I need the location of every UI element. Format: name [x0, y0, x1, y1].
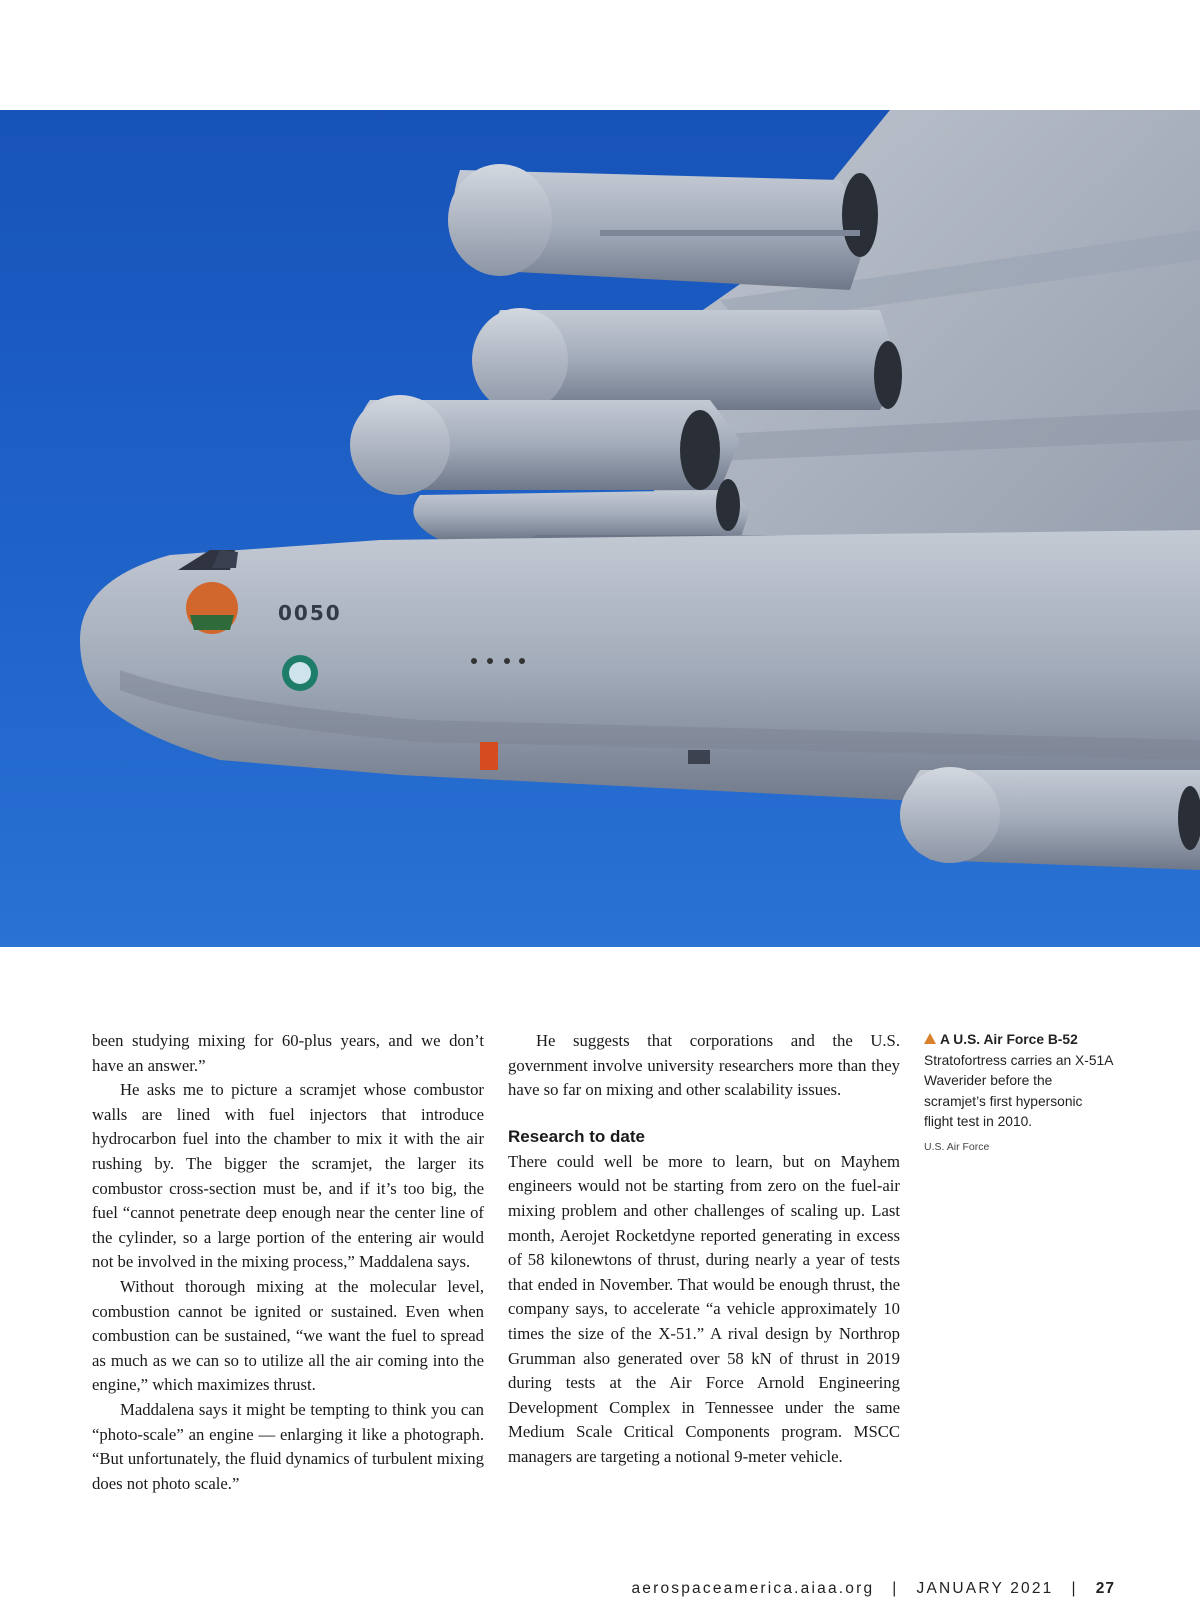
paragraph: Without thorough mixing at the molecular level, combustion cannot be ignited or sustained. Even when combustion can be sustained, “we want the fuel to spread as much as we can so to utilize all the air coming into the engine,” which maximizes thrust.	[92, 1276, 484, 1395]
column-left	[92, 1029, 484, 1496]
fuselage	[80, 530, 1200, 810]
column-middle	[508, 1029, 900, 1470]
footer-separator: |	[1071, 1580, 1078, 1597]
page-footer	[631, 1580, 1115, 1598]
lower-engine-pod	[900, 767, 1200, 870]
footer-separator: |	[892, 1580, 899, 1597]
cover-photo	[0, 110, 1200, 947]
tail-number: 0050	[278, 601, 342, 625]
paragraph: Maddalena says it might be tempting to think you can “photo-scale” an engine — enlarging it like a photograph. “But unfortunately, the fluid dynamics of turbulent mixing does not photo scale.”	[92, 1399, 484, 1493]
caption-lead: A U.S. Air Force B-52	[940, 1032, 1078, 1047]
photo-credit: U.S. Air Force	[924, 1140, 990, 1153]
photo-caption	[924, 1030, 1114, 1157]
paragraph: There could well be more to learn, but on Mayhem engineers would not be starting from zero on the fuel-air mixing problem and other challenges of scaling up. Last month, Aerojet Rocketdyne reported generating in excess of 58 kilonewtons of thrust, during nearly a year of tests that ended in November. That would be enough thrust, the company says, to accelerate “a vehicle approximately 10 times the size of the X-51.” A rival design by Northrop Grumman also generated over 58 kN of thrust in 2019 during tests at the Air Force Arnold Engineering Development Complex in Tennessee under the same Medium Scale Critical Components program. MSCC managers are targeting a notional 9-meter vehicle.	[508, 1151, 900, 1466]
page-number: 27	[1095, 1580, 1115, 1597]
caption-triangle-icon	[924, 1033, 936, 1044]
caption-text: Stratofortress carries an X-51A Waverider before the scramjet’s first hypersonic flight test in 2010.	[924, 1052, 1113, 1129]
footer-date: JANUARY 2021	[916, 1580, 1054, 1597]
mid-engine-pods	[350, 395, 750, 540]
b52-aircraft-illustration	[0, 110, 1200, 947]
section-heading: Research to date	[508, 1126, 645, 1146]
paragraph: He asks me to picture a scramjet whose combustor walls are lined with fuel injectors that introduce hydrocarbon fuel into the chamber to mix it with the air rushing by. The bigger the scramjet, the larger its combustor cross-section must be, and if it’s too big, the fuel “cannot penetrate deep enough near the center line of the cylinder, so a large portion of the entering air would not be involved in the mixing process,” Maddalena says.	[92, 1080, 484, 1272]
upper-engine-pods	[448, 164, 902, 412]
footer-site: aerospaceamerica.aiaa.org	[631, 1580, 875, 1597]
paragraph: been studying mixing for 60-plus years, and we don’t have an answer.”	[92, 1031, 484, 1075]
paragraph: He suggests that corporations and the U.S. government involve university researchers more than they have so far on mixing and other scalability issues.	[508, 1031, 900, 1100]
